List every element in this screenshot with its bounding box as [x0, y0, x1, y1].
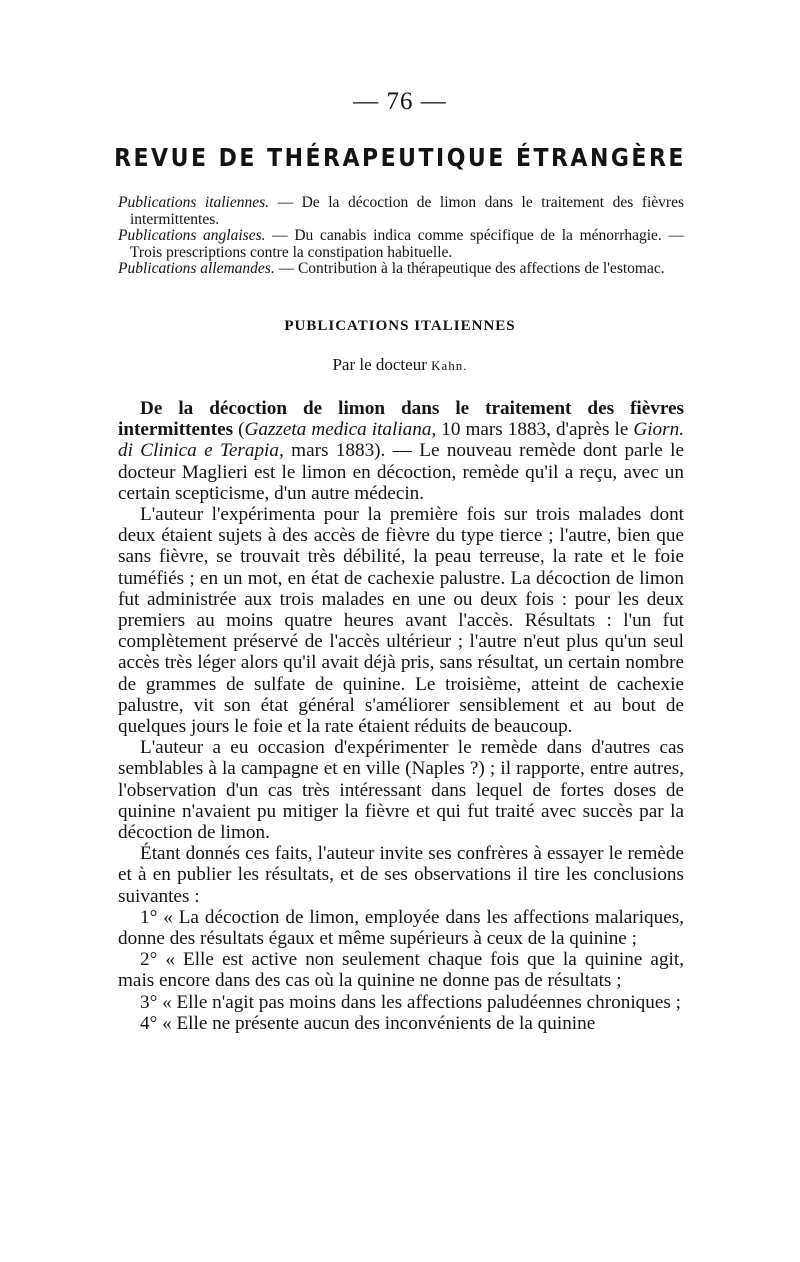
summary-text: — De la décoction de limon dans le traitement des fièvres intermittentes. [130, 194, 685, 228]
journal-title: Gazzeta medica italiana, [244, 419, 437, 441]
article-paragraph: Étant donnés ces faits, l'auteur invite ses confrères à essayer le remède et à en publier les résultats, et de ses observations il tire les conclusions suivantes : [118, 843, 684, 907]
article-lead-paragraph [118, 398, 684, 504]
subheading: PUBLICATIONS ITALIENNES [284, 318, 516, 334]
conclusion-item: 2° « Elle est active non seulement chaque fois que la quinine agit, mais encore dans des cas où la quinine ne donne pas de résultats ; [118, 949, 684, 992]
summary-rubric: Publications italiennes. [118, 194, 270, 211]
summary-entry [118, 261, 684, 278]
byline [0, 355, 800, 375]
summary-rubric: Publications allemandes. [118, 260, 275, 278]
journal-title: Giorn. di Clinica e Terapia, [118, 419, 684, 462]
citation-mid: 10 mars 1883, d'après le [436, 419, 634, 441]
conclusion-item: 1° « La décoction de limon, employée dans les affections malariques, donne des résultats égaux et même supérieurs à ceux de la quinine ; [118, 906, 684, 950]
summary-rubric: Publications anglaises. [118, 227, 266, 245]
summary-entry [118, 195, 684, 228]
citation-rest: mars 1883). — Le nouveau remède dont parle le docteur Maglieri est le limon en décoction, remède qu'il a reçu, avec un certain scepticisme, d'un autre médecin. [118, 440, 684, 504]
section-summary [118, 195, 684, 278]
conclusion-item: 4° « Elle ne présente aucun des inconvénients de la quinine [140, 1012, 596, 1034]
summary-text: — Contribution à la thérapeutique des affections de l'estomac. [274, 260, 665, 278]
conclusion-item: 3° « Elle n'agit pas moins dans les affections paludéennes chroniques ; [140, 991, 681, 1013]
citation-open: ( [233, 419, 245, 441]
page-number: — 76 — [353, 88, 447, 115]
article-paragraph: L'auteur l'expérimenta pour la première fois sur trois malades dont deux étaient sujets à des accès de fièvre du type tierce ; l'autre, bien que sans fièvre, se trouvait très débilité, la peau terreuse, la rate et le foie tuméfiés ; en un mot, en état de cachexie palustre. La décoction de limon fut administrée aux trois malades en une ou deux fois : pour les deux premiers au moins quatre heures avant l'accès. Résultats : l'un fut complètement préservé de l'accès ultérieur ; l'autre n'eut plus qu'un seul accès très léger alors qu'il avait déjà pris, sans résultat, un certain nombre de grammes de sulfate de quinine. Le troisième, atteint de cachexie palustre, vit son état général s'améliorer sensiblement et au bout de quelques jours le foie et la rate étaient réduits de beaucoup. [118, 504, 684, 738]
article-lead: De la décoction de limon dans le traitement des fièvres intermittentes [118, 398, 684, 441]
article-paragraph: L'auteur a eu occasion d'expérimenter le remède dans d'autres cas semblables à la campagne et en ville (Naples ?) ; il rapporte, entre autres, l'observation d'un cas très intéressant dans lequel de fortes doses de quinine n'avaient pu mitiger la fièvre et qui fut traité avec succès par la décoction de limon. [118, 737, 684, 844]
section-title: REVUE DE THÉRAPEUTIQUE ÉTRANGÈRE [114, 144, 686, 173]
article-body [118, 398, 684, 1034]
byline-prefix: Par le docteur [332, 355, 432, 374]
byline-author: Kahn. [431, 358, 468, 373]
summary-entry [118, 228, 684, 261]
summary-text: — Du canabis indica comme spécifique de la ménorrhagie. — Trois prescriptions contre la constipation habituelle. [130, 227, 684, 261]
